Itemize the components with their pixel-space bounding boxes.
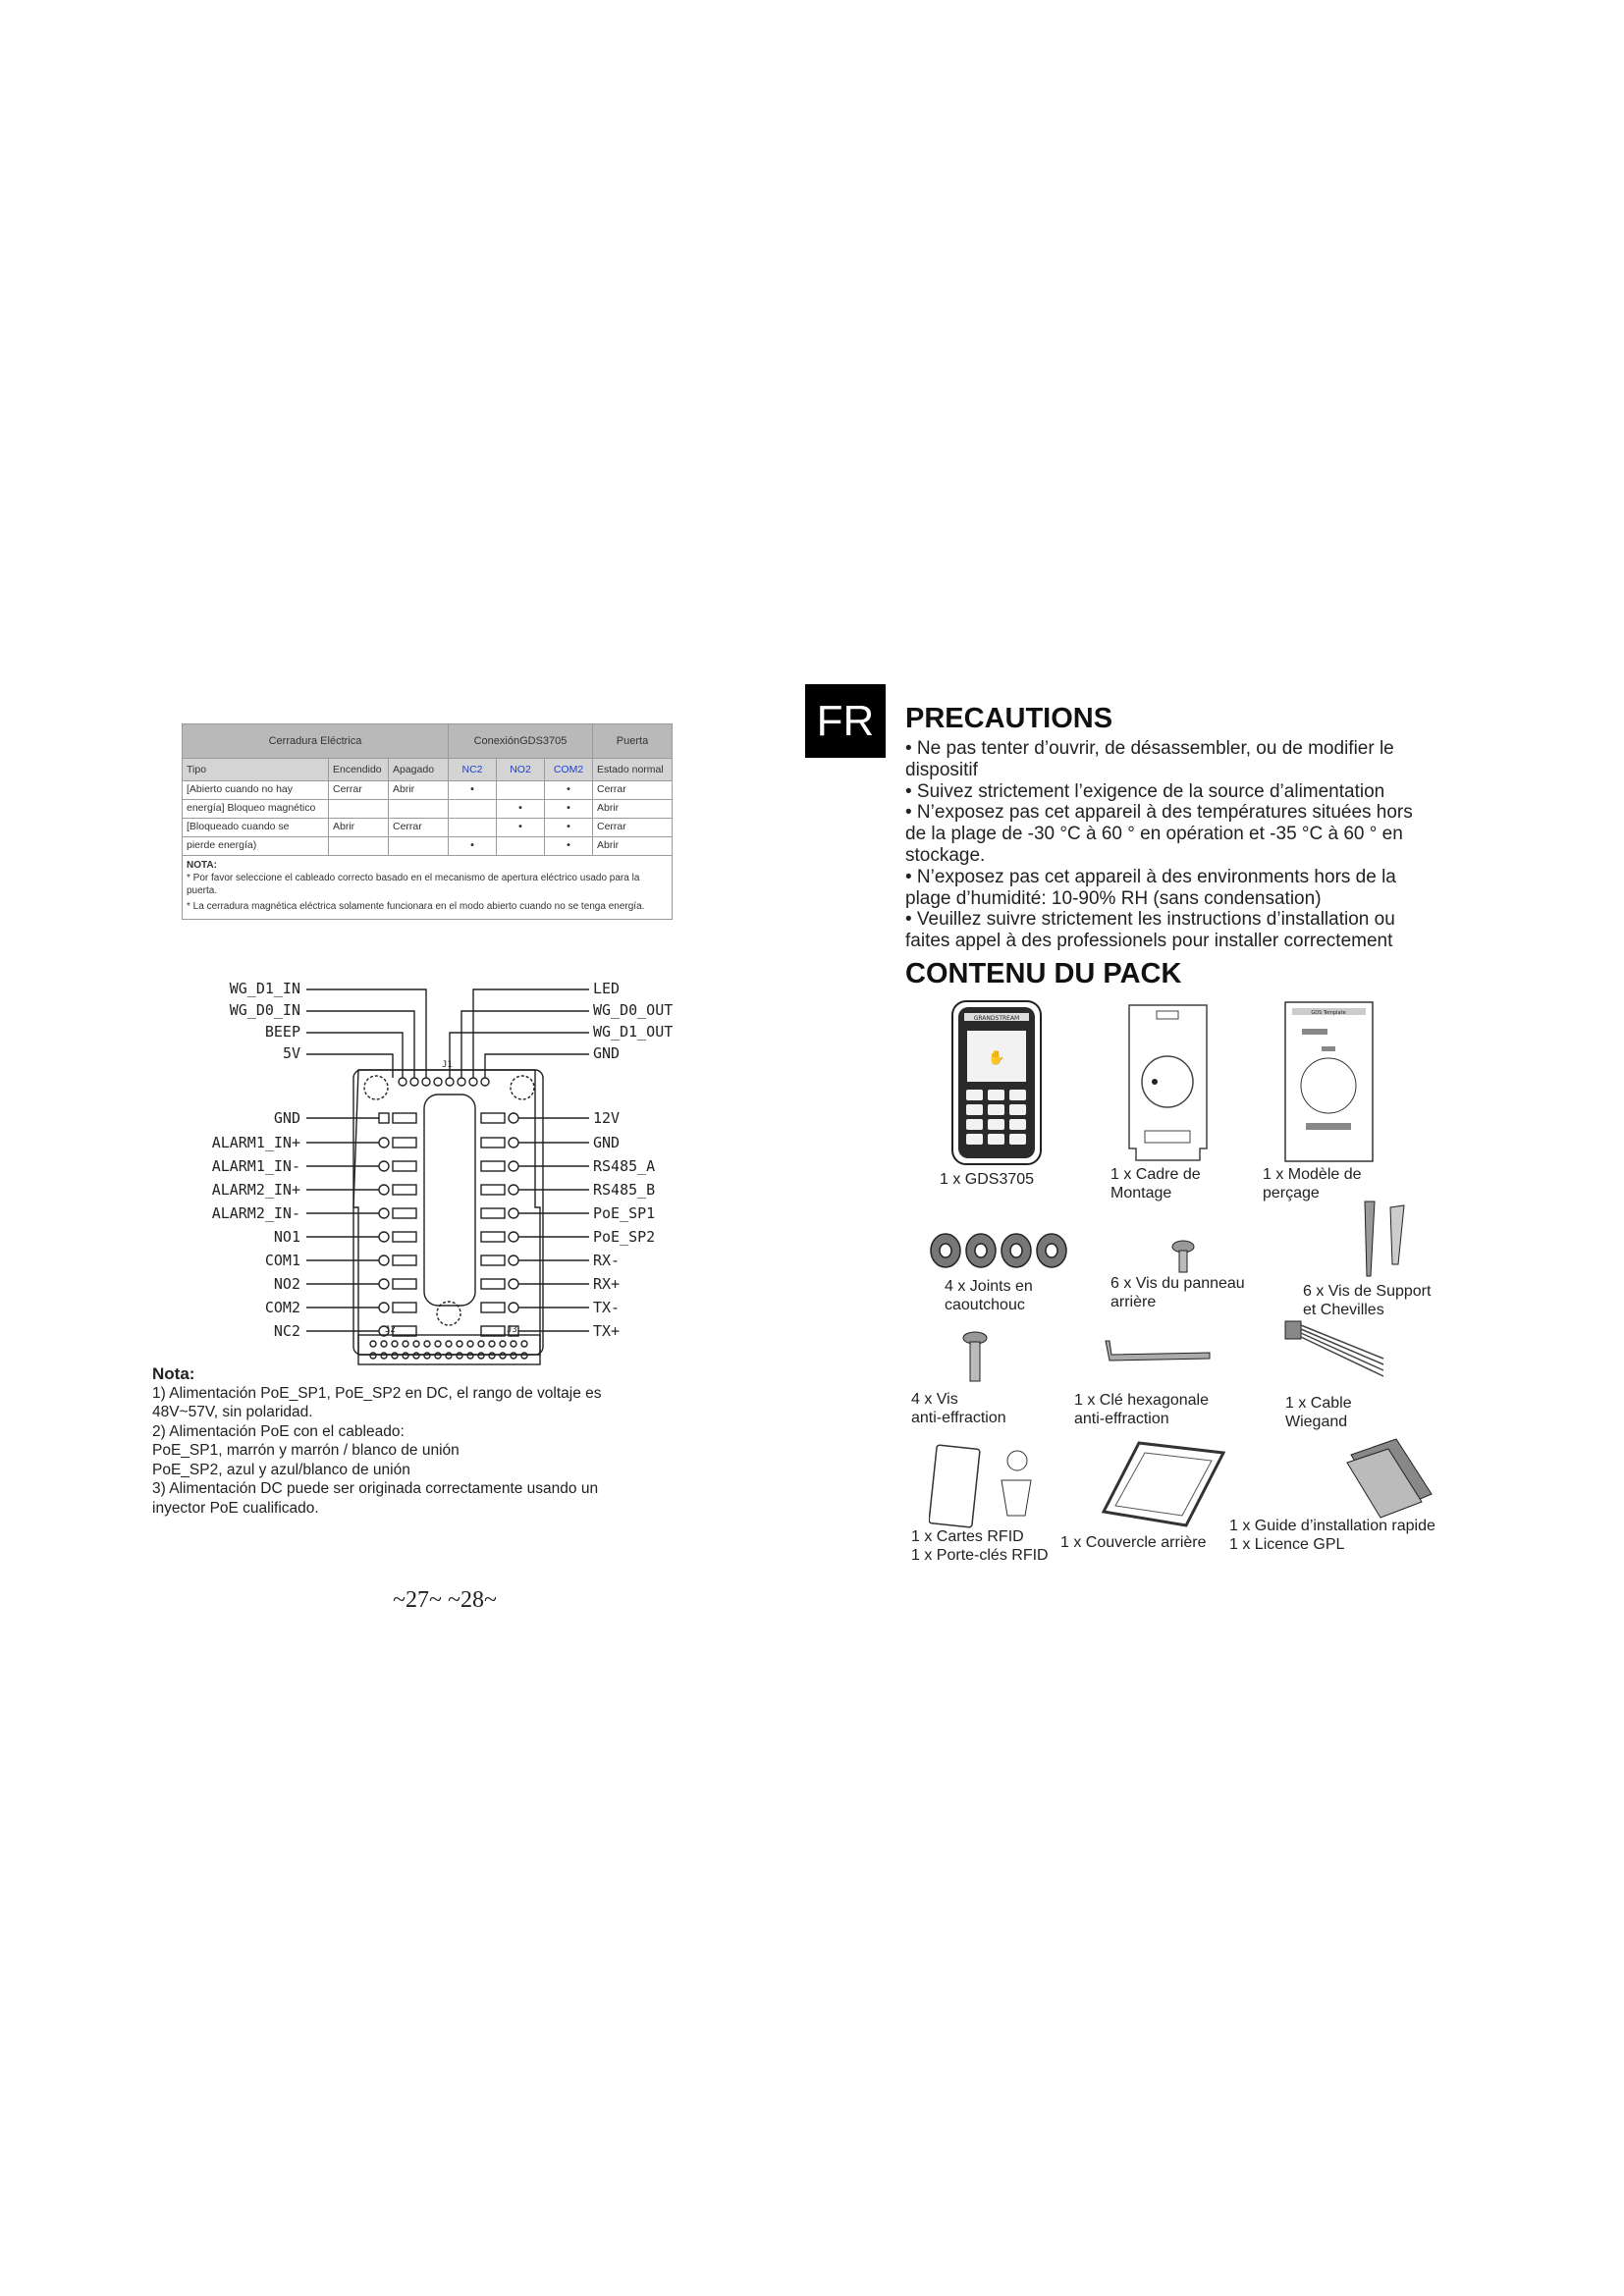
pin-nc2: NC2 <box>273 1322 300 1340</box>
caption-line: 4 x Vis <box>911 1391 958 1408</box>
caption-line: anti-effraction <box>911 1410 1006 1426</box>
precaution-line: stockage. <box>905 844 986 866</box>
nota-line: 2) Alimentación PoE con el cableado: <box>152 1422 405 1440</box>
caption-line: 1 x Cartes RFID <box>911 1528 1024 1545</box>
table-cell: • <box>497 800 545 819</box>
pin-gnd-right: GND <box>593 1134 621 1151</box>
hex-key-image <box>1100 1337 1216 1376</box>
caption-anti-screws <box>911 1390 1006 1427</box>
bottom-terminal <box>358 1335 540 1364</box>
table-row <box>183 800 673 819</box>
label-j2: J2 <box>385 1325 396 1335</box>
table-col-nc2: NC2 <box>449 759 497 781</box>
table-cell <box>449 819 497 837</box>
table-cell: Cerrar <box>593 819 673 837</box>
precautions-list <box>905 738 1475 952</box>
table-header-door: Puerta <box>593 724 673 759</box>
left-terminals <box>379 1113 416 1336</box>
right-leads <box>518 1118 589 1331</box>
table-header-connection: ConexiónGDS3705 <box>449 724 593 759</box>
precautions-title: PRECAUTIONS <box>905 703 1113 734</box>
pin-12v: 12V <box>593 1109 621 1127</box>
caption-line: caoutchouc <box>945 1297 1025 1313</box>
table-col-off: Apagado <box>389 759 449 781</box>
pin-no2: NO2 <box>273 1275 300 1293</box>
lock-wiring-table <box>182 723 673 920</box>
gds3705-device-image <box>950 999 1043 1166</box>
pin-gnd: GND <box>273 1109 300 1127</box>
caption-line: 6 x Vis de Support <box>1303 1283 1432 1300</box>
nota-line: 3) Alimentación DC puede ser originada correctamente usando un <box>152 1480 599 1497</box>
caption-line: arrière <box>1110 1294 1157 1310</box>
table-cell <box>389 800 449 819</box>
table-col-type: Tipo <box>183 759 329 781</box>
precaution-line: de la plage de -30 °C à 60 ° en opération et -35 °C à 60 ° en <box>905 824 1403 845</box>
table-header-lock: Cerradura Eléctrica <box>183 724 449 759</box>
table-cell: • <box>497 819 545 837</box>
rfid-icon: ✋ <box>988 1050 1005 1066</box>
precaution-line: • N’exposez pas cet appareil à des environments hors de la <box>905 866 1396 887</box>
table-cell <box>497 781 545 800</box>
caption-support-screws <box>1303 1282 1431 1319</box>
table-cell: Abrir <box>329 819 389 837</box>
left-leads <box>306 1118 379 1331</box>
table-cell: • <box>449 781 497 800</box>
table-col-state: Estado normal <box>593 759 673 781</box>
table-cell: pierde energía) <box>183 837 329 856</box>
table-cell <box>329 837 389 856</box>
table-cell <box>449 800 497 819</box>
device-brand: GRANDSTREAM <box>973 1015 1020 1022</box>
table-cell <box>329 800 389 819</box>
table-cell: • <box>545 837 593 856</box>
table-col-com2: COM2 <box>545 759 593 781</box>
pin-5v: 5V <box>282 1044 300 1062</box>
table-cell: Cerrar <box>389 819 449 837</box>
precaution-line: plage d’humidité: 10-90% RH (sans condensation) <box>905 887 1322 909</box>
table-note-title: NOTA: <box>187 860 217 871</box>
pin-rx-plus: RX+ <box>593 1275 621 1293</box>
pin-wg-d0-out: WG_D0_OUT <box>593 1001 674 1019</box>
pin-poe-sp2: PoE_SP2 <box>593 1228 656 1246</box>
nota-line: PoE_SP1, marrón y marrón / blanco de unión <box>152 1442 460 1459</box>
table-row <box>183 819 673 837</box>
table-cell: Abrir <box>593 837 673 856</box>
pin-com1: COM1 <box>264 1252 300 1269</box>
pin-tx-minus: TX- <box>593 1299 621 1316</box>
table-col-no2: NO2 <box>497 759 545 781</box>
table-col-on: Encendido <box>329 759 389 781</box>
pin-gnd-top: GND <box>593 1044 621 1062</box>
rfid-card-image <box>929 1441 1037 1533</box>
table-note-1: * Por favor seleccione el cableado correcto basado en el mecanismo de apertura eléctrico usado para la puerta. <box>187 873 640 896</box>
caption-guide <box>1229 1517 1435 1554</box>
nota-line: 1) Alimentación PoE_SP1, PoE_SP2 en DC, el rango de voltaje es <box>152 1384 602 1402</box>
support-screws-image <box>1347 1198 1418 1286</box>
label-j3: J3 <box>507 1325 517 1335</box>
drill-template-image <box>1282 999 1376 1164</box>
caption-line: 1 x Clé hexagonale <box>1074 1392 1209 1409</box>
nota-line: inyector PoE cualificado. <box>152 1499 319 1517</box>
pin-alarm1-in-minus: ALARM1_IN- <box>211 1157 300 1175</box>
precaution-line: dispositif <box>905 759 978 780</box>
table-cell: • <box>545 800 593 819</box>
page-numbers: ~27~ ~28~ <box>393 1587 497 1613</box>
caption-line: Wiegand <box>1285 1414 1348 1430</box>
wiegand-cable-image <box>1281 1315 1387 1394</box>
pin-wg-d1-in: WG_D1_IN <box>229 980 300 997</box>
table-cell: Abrir <box>389 781 449 800</box>
pin-rs485-a: RS485_A <box>593 1157 656 1175</box>
table-row <box>183 837 673 856</box>
table-cell: Cerrar <box>329 781 389 800</box>
nota-title: Nota: <box>152 1364 195 1383</box>
table-cell: Cerrar <box>593 781 673 800</box>
central-module <box>424 1095 475 1306</box>
caption-frame <box>1110 1165 1201 1202</box>
caption-line: anti-effraction <box>1074 1411 1169 1427</box>
caption-line: 1 x Cable <box>1285 1395 1352 1412</box>
pin-tx-plus: TX+ <box>593 1322 621 1340</box>
precaution-line: faites appel à des professionels pour installer correctement <box>905 931 1393 952</box>
label-j1: J1 <box>442 1060 453 1070</box>
precaution-line: • Ne pas tenter d’ouvrir, de désassembler, ou de modifier le <box>905 738 1394 759</box>
caption-line: 1 x Modèle de <box>1263 1166 1362 1183</box>
caption-back-cover: 1 x Couvercle arrière <box>1060 1534 1207 1551</box>
caption-hex-key <box>1074 1391 1209 1428</box>
pin-alarm1-in-plus: ALARM1_IN+ <box>211 1134 300 1151</box>
table-cell <box>497 837 545 856</box>
nota-line: PoE_SP2, azul y azul/blanco de unión <box>152 1461 410 1478</box>
caption-line: perçage <box>1263 1185 1320 1201</box>
caption-line: 6 x Vis du panneau <box>1110 1275 1245 1292</box>
pin-alarm2-in-plus: ALARM2_IN+ <box>211 1181 300 1199</box>
table-cell: • <box>545 819 593 837</box>
caption-line: 1 x Licence GPL <box>1229 1536 1345 1553</box>
caption-line: Montage <box>1110 1185 1172 1201</box>
mount-hole <box>364 1076 388 1099</box>
caption-rfid <box>911 1527 1049 1565</box>
back-cover-image <box>1100 1439 1227 1529</box>
mounting-frame-image <box>1121 1001 1215 1166</box>
nota-line: 48V~57V, sin polaridad. <box>152 1404 313 1420</box>
bottom-pins <box>370 1341 527 1359</box>
table-cell: energía] Bloqueo magnético <box>183 800 329 819</box>
pin-rs485-b: RS485_B <box>593 1181 656 1199</box>
precaution-line: • N’exposez pas cet appareil à des températures situées hors <box>905 802 1413 824</box>
mount-hole <box>511 1076 534 1099</box>
table-cell: [Bloqueado cuando se <box>183 819 329 837</box>
table-cell <box>389 837 449 856</box>
nota-block <box>152 1364 702 1518</box>
table-cell: • <box>545 781 593 800</box>
caption-back-screws <box>1110 1274 1245 1311</box>
caption-device: 1 x GDS3705 <box>940 1171 1035 1188</box>
pin-alarm2-in-minus: ALARM2_IN- <box>211 1204 300 1222</box>
table-note-row <box>183 856 673 920</box>
table-cell: [Abierto cuando no hay <box>183 781 329 800</box>
table-note-2: * La cerradura magnética eléctrica solamente funcionara en el modo abierto cuando no se tenga energía. <box>187 901 645 912</box>
precaution-line: • Veuillez suivre strictement les instructions d’installation ou <box>905 909 1395 931</box>
caption-line: 4 x Joints en <box>945 1278 1033 1295</box>
caption-line: 1 x Cadre de <box>1110 1166 1201 1183</box>
template-label: GDS Template <box>1311 1010 1346 1016</box>
guide-image <box>1345 1435 1435 1520</box>
pack-title: CONTENU DU PACK <box>905 958 1182 989</box>
caption-line: et Chevilles <box>1303 1302 1384 1318</box>
table-row <box>183 781 673 800</box>
pin-com2: COM2 <box>264 1299 300 1316</box>
pin-led: LED <box>593 980 621 997</box>
pin-rx-minus: RX- <box>593 1252 621 1269</box>
table-cell: Abrir <box>593 800 673 819</box>
j1-pins <box>399 1078 489 1086</box>
anti-tamper-screw-image <box>960 1330 990 1387</box>
caption-line: 1 x Porte-clés RFID <box>911 1547 1049 1564</box>
precaution-line: • Suivez strictement l’exigence de la source d’alimentation <box>905 780 1385 802</box>
right-terminals <box>481 1113 518 1336</box>
table-cell: • <box>449 837 497 856</box>
caption-line: 1 x Guide d’installation rapide <box>1229 1518 1435 1534</box>
pin-poe-sp1: PoE_SP1 <box>593 1204 656 1222</box>
pin-wg-d0-in: WG_D0_IN <box>229 1001 300 1019</box>
caption-joints <box>945 1277 1033 1314</box>
pin-no1: NO1 <box>273 1228 300 1246</box>
language-badge: FR <box>805 684 886 758</box>
pin-wg-d1-out: WG_D1_OUT <box>593 1023 674 1041</box>
pin-beep: BEEP <box>264 1023 300 1041</box>
back-screw-image <box>1170 1239 1196 1274</box>
rubber-joints-image <box>928 1227 1073 1276</box>
caption-wiegand <box>1285 1394 1352 1431</box>
